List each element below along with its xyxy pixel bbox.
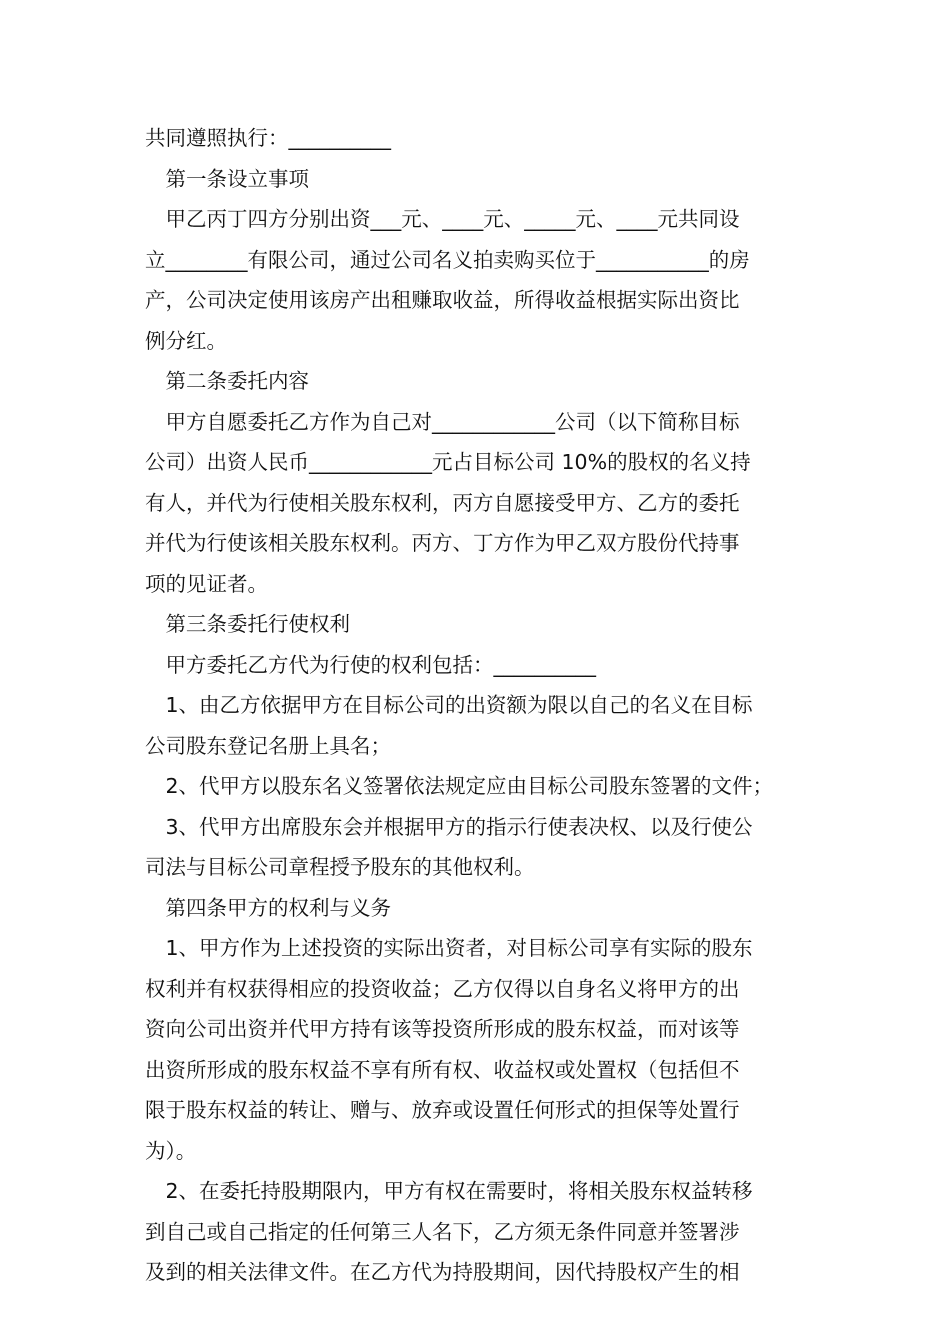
text-line: 立________有限公司，通过公司名义拍卖购买位于___________的房 [145, 247, 750, 272]
text-line: 甲方委托乙方代为行使的权利包括：__________ [145, 652, 596, 677]
text-line: 权利并有权获得相应的投资收益；乙方仅得以自身名义将甲方的出 [145, 976, 740, 1001]
text-line: 并代为行使该相关股东权利。丙方、丁方作为甲乙双方股份代持事 [145, 531, 740, 555]
text-line: 甲乙丙丁四方分别出资___元、____元、_____元、____元共同设 [145, 207, 740, 231]
text-line: 司法与目标公司章程授予股东的其他权利。 [145, 855, 535, 879]
document-body [145, 118, 810, 1293]
text-line: 2、在委托持股期限内，甲方有权在需要时，将相关股东权益转移 [145, 1179, 753, 1203]
text-line: 及到的相关法律文件。在乙方代为持股期间，因代持股权产生的相 [145, 1260, 740, 1284]
text-line: 3、代甲方出席股东会并根据甲方的指示行使表决权、以及行使公 [145, 814, 753, 839]
text-line: 公司股东登记名册上具名； [145, 733, 391, 758]
article-heading: 第三条委托行使权利 [145, 612, 350, 636]
text-line: 资向公司出资并代甲方持有该等投资所形成的股东权益，而对该等 [145, 1017, 740, 1041]
text-line: 到自己或自己指定的任何第三人名下，乙方须无条件同意并签署涉 [145, 1219, 740, 1244]
text-line: 1、由乙方依据甲方在目标公司的出资额为限以自己的名义在目标 [145, 693, 753, 717]
text-line: 项的见证者。 [145, 571, 268, 596]
text-line: 有人，并代为行使相关股东权利，丙方自愿接受甲方、乙方的委托 [145, 490, 740, 515]
text-line: 限于股东权益的转让、赠与、放弃或设置任何形式的担保等处置行 [145, 1098, 740, 1122]
text-line: 出资所形成的股东权益不享有所有权、收益权或处置权（包括但不 [145, 1057, 740, 1082]
article-heading: 第二条委托内容 [145, 369, 309, 393]
text-line: 公司）出资人民币____________元占目标公司 10%的股权的名义持 [145, 450, 751, 474]
text-line: 2、代甲方以股东名义签署依法规定应由目标公司股东签署的文件； [145, 774, 774, 798]
text-line: 甲方自愿委托乙方作为自己对____________公司（以下简称目标 [145, 409, 740, 434]
text-line: 共同遵照执行：__________ [145, 126, 391, 150]
text-line: 1、甲方作为上述投资的实际出资者，对目标公司享有实际的股东 [145, 936, 753, 960]
article-heading: 第一条设立事项 [145, 166, 309, 191]
article-heading: 第四条甲方的权利与义务 [145, 895, 391, 920]
text-line: 例分红。 [145, 328, 227, 353]
text-line: 为）。 [145, 1138, 197, 1163]
text-line: 产，公司决定使用该房产出租赚取收益，所得收益根据实际出资比 [145, 288, 740, 312]
